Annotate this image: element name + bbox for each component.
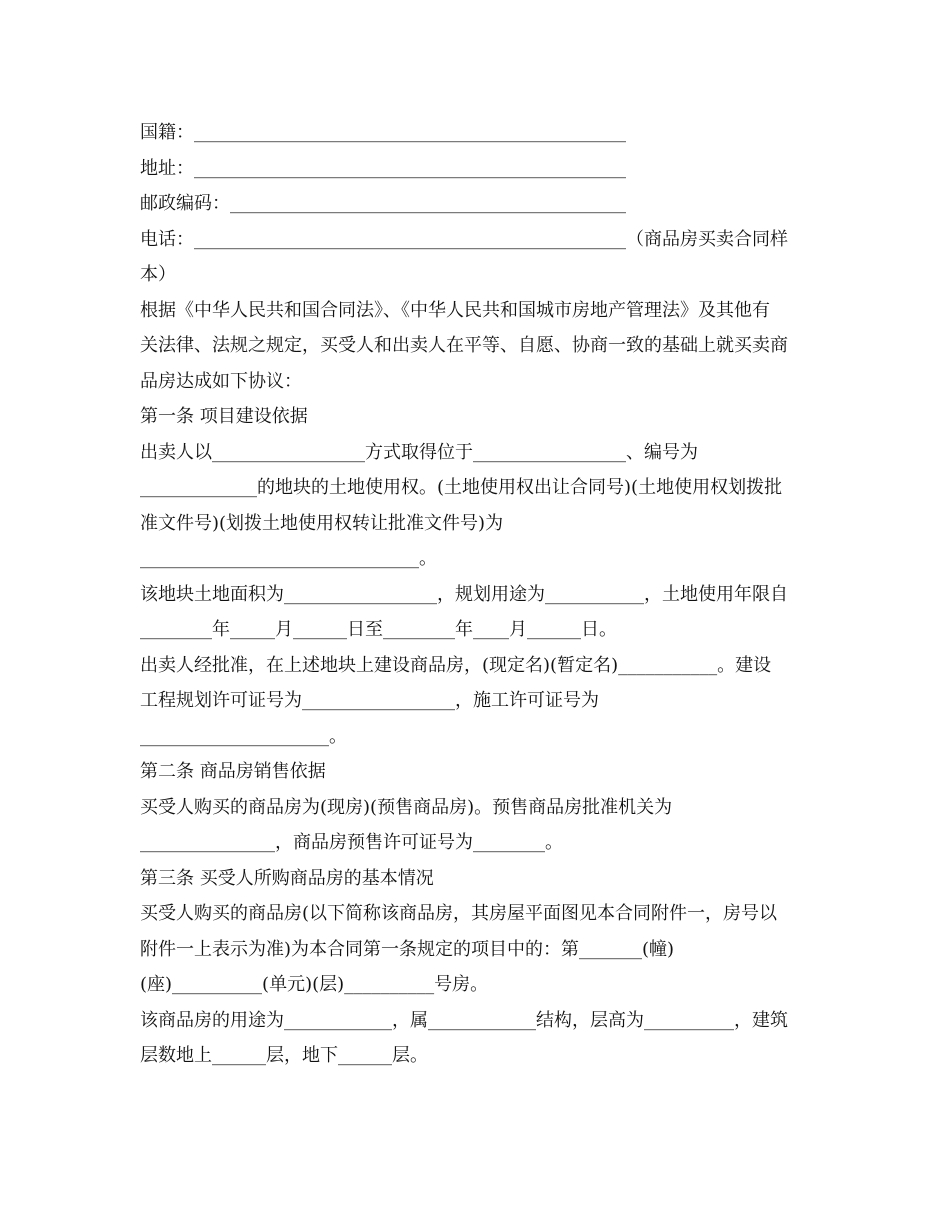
contract-page	[140, 115, 812, 1074]
nationality-field-line: 国籍：________________________________________________	[140, 122, 626, 143]
usage-paragraph-line-1: 该商品房的用途为____________，属____________结构，层高为__________，建筑	[140, 1009, 788, 1031]
construction-paragraph-line-3: _____________________。	[140, 725, 347, 747]
preamble-paragraph-line-2: 关法律、法规之规定，买受人和出卖人在平等、自愿、协商一致的基础上就买卖商	[140, 335, 788, 356]
land-area-paragraph-line-1: 该地块土地面积为_________________，规划用途为___________，土地使用年限自	[140, 583, 788, 605]
article-1-paragraph-line-4: _______________________________。	[140, 548, 437, 569]
preamble-paragraph-line-1: 根据《中华人民共和国合同法》、《中华人民共和国城市房地产管理法》及其他有	[140, 299, 770, 321]
usage-paragraph-line-2: 层数地上______层，地下______层。	[140, 1045, 428, 1066]
article-3-paragraph-line-2: 附件一上表示为准)为本合同第一条规定的项目中的：第_______(幢)	[140, 938, 675, 960]
preamble-paragraph-line-3: 品房达成如下协议：	[140, 370, 302, 392]
article-1-paragraph-line-1: 出卖人以_________________方式取得位于_________________、编号为	[140, 441, 698, 463]
article-1-heading: 第一条 项目建设依据	[140, 406, 308, 427]
article-1-paragraph-line-3: 准文件号)(划拨土地使用权转让批准文件号)为	[140, 512, 504, 534]
article-3-heading: 第三条 买受人所购商品房的基本情况	[140, 867, 434, 889]
address-field-line: 地址：________________________________________________	[140, 157, 626, 179]
article-2-paragraph-line-1: 买受人购买的商品房为(现房)(预售商品房)。预售商品房批准机关为	[140, 796, 673, 818]
construction-paragraph-line-2: 工程规划许可证号为_________________，施工许可证号为	[140, 690, 599, 711]
phone-field-line: 电话：________________________________________________（商品房买卖合同样	[140, 228, 788, 250]
article-3-paragraph-line-1: 买受人购买的商品房(以下简称该商品房，其房屋平面图见本合同附件一，房号以	[140, 903, 778, 924]
land-area-paragraph-line-2: ________年_____月______日至________年____月______日。	[140, 619, 617, 640]
article-1-paragraph-line-2: _____________的地块的土地使用权。(土地使用权出让合同号)(土地使用权划拨批	[140, 477, 783, 498]
article-2-paragraph-line-2: _______________，商品房预售许可证号为________。	[140, 832, 563, 853]
construction-paragraph-line-1: 出卖人经批准，在上述地块上建设商品房，(现定名)(暂定名)___________。建设	[140, 654, 772, 676]
postal-code-field-line: 邮政编码：____________________________________________	[140, 193, 626, 214]
phone-field-line-continued: 本）	[140, 264, 176, 285]
article-3-paragraph-line-3: (座)__________(单元)(层)__________号房。	[140, 974, 489, 995]
article-2-heading: 第二条 商品房销售依据	[140, 761, 326, 782]
